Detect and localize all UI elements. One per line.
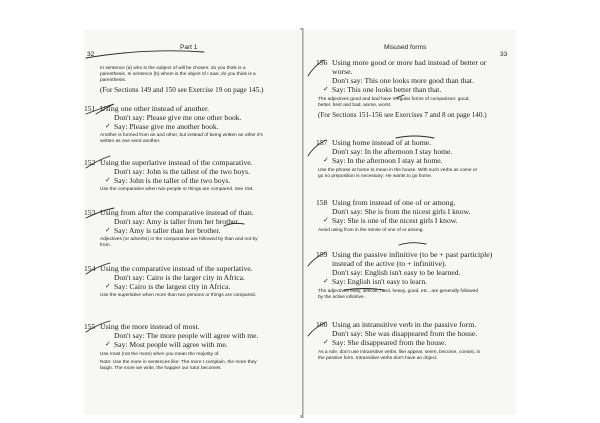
left-page-number: 32 <box>87 51 95 58</box>
section-number: 160 <box>316 320 328 329</box>
section-note: As a rule, don't use intransitive verbs, like appear, seem, become, consist, in <box>318 350 481 355</box>
section-title: Using more good or more bad instead of better or <box>332 58 487 67</box>
section-note: Use the comparative when two people or things are compared. See 154. <box>100 187 254 192</box>
say-line: Say: This one looks better than that. <box>332 85 442 94</box>
section-note: from. <box>100 243 111 248</box>
section-note: The adjectives good and bad have irregular forms of comparison: good, <box>318 97 470 102</box>
section-151 <box>84 104 296 145</box>
section-157 <box>318 138 514 180</box>
checkmark-icon: ✓ <box>105 122 111 130</box>
section-note: Use the superlative when more than two persons or things are compared. <box>100 293 256 298</box>
checkmark-icon: ✓ <box>105 226 111 234</box>
section-number: 153 <box>84 208 96 217</box>
section-title: Using an intransitive verb in the passive form. <box>332 320 477 329</box>
section-155 <box>84 322 296 372</box>
dont-say-line: Don't say: She is from the nicest girls I know. <box>332 207 471 216</box>
section-title: Using the passive infinitive (to be + past participle) <box>332 250 493 259</box>
section-title-continued: instead of the active (to + infinitive). <box>332 259 447 268</box>
say-line: Say: She disappeared from the house. <box>332 338 447 347</box>
section-note: by the active infinitive. <box>318 295 365 300</box>
section-160 <box>318 320 514 362</box>
checkmark-icon: ✓ <box>323 216 329 224</box>
section-title: Using from after the comparative instead of than. <box>100 208 254 217</box>
section-number: 157 <box>316 138 328 147</box>
section-title: Using the superlative instead of the comparative. <box>100 158 253 167</box>
say-line: Say: She is one of the nicest girls I know. <box>332 216 458 225</box>
checkmark-icon: ✓ <box>105 282 111 290</box>
dont-say-line: Don't say: Please give me one other book. <box>114 113 242 122</box>
dont-say-line: Don't say: The more people will agree with me. <box>114 331 259 340</box>
section-number: 154 <box>84 264 96 273</box>
say-line: Say: Please give me another book. <box>114 122 219 131</box>
checkmark-icon: ✓ <box>323 156 329 164</box>
intro-line: parenthesis. In sentence (b) whom is the object of I saw; do you think is a <box>100 72 256 77</box>
checkmark-icon: ✓ <box>105 176 111 184</box>
dont-say-line: Don't say: This one looks more good than that. <box>332 76 474 85</box>
section-number: 152 <box>84 158 96 167</box>
say-line: Say: Cairo is the largest city in Africa. <box>114 282 231 291</box>
right-running-header: Misused forms <box>384 44 427 51</box>
say-line: Say: English isn't easy to learn. <box>332 277 428 286</box>
right-page <box>304 30 516 415</box>
section-note: Note: Use the more in sentences like: The more I complain, the more they <box>100 360 257 365</box>
dont-say-line: Don't say: English isn't easy to be learned. <box>332 268 461 277</box>
section-note: Another is formed from an and other, but instead of being written an other it's <box>100 133 263 138</box>
section-note: written as one word another. <box>100 139 161 144</box>
say-line: Say: Most people will agree with me. <box>114 340 228 349</box>
section-title: Using from instead of one of or among. <box>332 198 456 207</box>
section-note: go no preposition is necessary: He wants to go home. <box>318 174 433 179</box>
section-title-continued: worse. <box>332 67 353 76</box>
intro-line: parenthesis. <box>100 78 127 83</box>
section-154 <box>84 264 296 299</box>
section-note: Avoid using from in the sense of one of or among. <box>318 228 424 233</box>
section-number: 158 <box>316 198 328 207</box>
checkmark-icon: ✓ <box>105 340 111 348</box>
section-note: Use the phrase at home to mean in the house. With such verbs as come or <box>318 168 478 173</box>
section-title: Using the more instead of most. <box>100 322 200 331</box>
section-title: Using home instead of at home. <box>332 138 432 147</box>
section-note: laugh. The more we write, the happier our tutor becomes. <box>100 366 222 371</box>
checkmark-icon: ✓ <box>323 277 329 285</box>
say-line: Say: John is the taller of the two boys. <box>114 176 231 185</box>
section-note: the passive form. Intransitive verbs don't have an object. <box>318 356 438 361</box>
dont-say-line: Don't say: She was disappeared from the house. <box>332 329 478 338</box>
section-note: Adjectives (or adverbs) in the comparative are followed by than and not by <box>100 237 258 242</box>
section-158 <box>318 198 514 234</box>
intro-ref: (For Sections 149 and 150 see Exercise 19 on page 145.) <box>100 86 264 94</box>
section-156 <box>318 58 514 120</box>
intro-block <box>100 66 296 95</box>
dont-say-line: Don't say: Amy is taller from her brother. <box>114 217 240 226</box>
section-title: Using the comparative instead of the superlative. <box>100 264 253 273</box>
dont-say-line: Don't say: In the afternoon I stay home. <box>332 147 453 156</box>
section-152 <box>84 158 296 193</box>
intro-line: In sentence (a) who is the subject of will be chosen; do you think is a <box>100 66 246 71</box>
checkmark-icon: ✓ <box>323 338 329 346</box>
dont-say-line: Don't say: John is the tallest of the two boys. <box>114 167 250 176</box>
left-running-header: Part 1 <box>180 44 198 51</box>
checkmark-icon: ✓ <box>323 85 329 93</box>
section-note: better, best and bad, worse, worst. <box>318 103 392 108</box>
left-page <box>84 30 302 415</box>
section-note: Use most (not the more) when you mean the majority of. <box>100 352 220 357</box>
section-ref: (For Sections 151-156 see Exercises 7 and 8 on page 140.) <box>318 111 487 119</box>
section-number: 151 <box>84 104 96 113</box>
say-line: Say: Amy is taller than her brother. <box>114 226 221 235</box>
section-number: 156 <box>316 58 328 67</box>
right-page-number: 33 <box>500 51 508 58</box>
section-159 <box>318 250 514 301</box>
section-number: 155 <box>84 322 96 331</box>
section-note: The adjectives easy, difficult, hard, heavy, good, etc., are generally followed <box>318 289 478 294</box>
say-line: Say: In the afternoon I stay at home. <box>332 156 443 165</box>
section-number: 159 <box>316 250 328 259</box>
dont-say-line: Don't say: Cairo is the larger city in Africa. <box>114 273 245 282</box>
section-title: Using one other instead of another. <box>100 104 210 113</box>
section-153 <box>84 208 296 249</box>
